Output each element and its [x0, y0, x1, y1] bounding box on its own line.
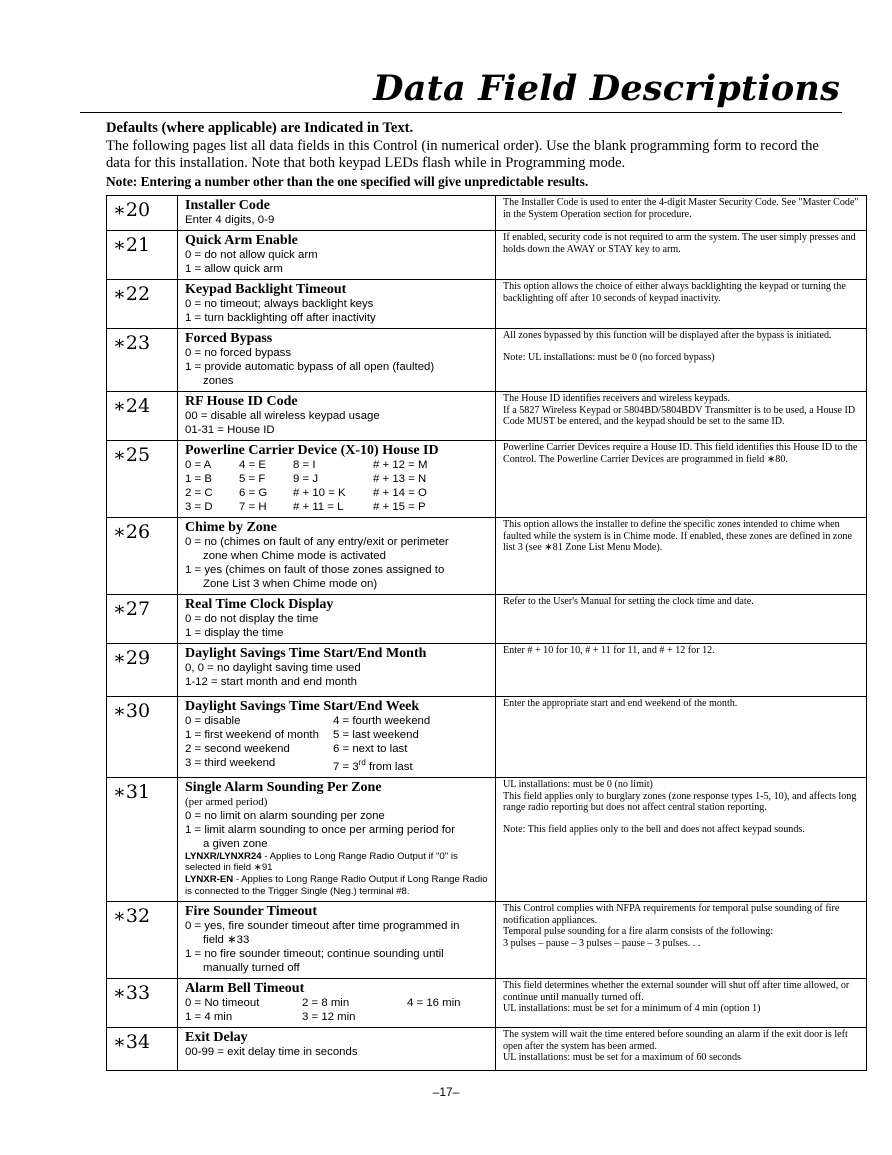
grid-option: 6 = next to last	[333, 743, 408, 755]
field-options	[178, 329, 496, 392]
field-desc-note: Note: This field applies only to the bell and does not affect keypad sounds.	[503, 823, 805, 835]
field-number: ∗27	[107, 595, 178, 644]
field-number: ∗30	[107, 697, 178, 778]
field-desc-text: UL installations: must be 0 (no limit)	[503, 778, 653, 790]
field-number: ∗32	[107, 901, 178, 978]
field-option: 0, 0 = no daylight saving time used	[185, 662, 361, 674]
grid-option: 1 = first weekend of month	[185, 729, 319, 741]
field-description	[496, 329, 867, 392]
week-grid	[185, 714, 491, 774]
field-option: field ∗33	[203, 933, 250, 946]
field-options	[178, 697, 496, 778]
field-row-23	[107, 329, 867, 392]
field-number: ∗22	[107, 280, 178, 329]
field-options	[178, 595, 496, 644]
field-description	[496, 441, 867, 518]
field-option: 0 = no limit on alarm sounding per zone	[185, 809, 385, 822]
field-number: ∗20	[107, 196, 178, 231]
field-desc-text: Refer to the User's Manual for setting the clock time and date.	[503, 596, 754, 607]
page-title: Data Field Descriptions	[373, 68, 840, 109]
field-row-24	[107, 392, 867, 441]
field-description	[496, 777, 867, 901]
field-option: 0 = no (chimes on fault of any entry/exit or perimeter	[185, 536, 449, 548]
grid-option: 4 = fourth weekend	[333, 715, 431, 727]
field-desc-text: This field applies only to burglary zones (zone response types 1-5, 10), and affects long range radio reporting but does not affect central station reporting.	[503, 790, 857, 814]
field-option: 1-12 = start month and end month	[185, 676, 357, 688]
field-options	[178, 392, 496, 441]
field-options	[178, 777, 496, 901]
field-number: ∗26	[107, 518, 178, 595]
grid-option: 2 = C	[185, 487, 213, 499]
field-description	[496, 1027, 867, 1070]
field-desc-text: Enter the appropriate start and end weekend of the month.	[503, 698, 738, 709]
grid-option: # + 10 = K	[293, 487, 346, 499]
field-option: 1 = provide automatic bypass of all open (faulted)	[185, 361, 435, 373]
model-note-text: - Applies to Long Range Radio Output if "0" is selected in field ∗91	[185, 850, 458, 874]
field-option: 0 = do not display the time	[185, 613, 319, 625]
field-title: Daylight Savings Time Start/End Week	[185, 699, 420, 714]
field-description	[496, 697, 867, 778]
field-description	[496, 231, 867, 280]
field-title: Real Time Clock Display	[185, 597, 334, 612]
field-title: Powerline Carrier Device (X-10) House ID	[185, 443, 439, 458]
field-option: 0 = no timeout; always backlight keys	[185, 298, 374, 310]
grid-option: 1 = B	[185, 473, 212, 485]
field-title: Quick Arm Enable	[185, 233, 298, 248]
field-option: zone when Chime mode is activated	[203, 550, 386, 562]
field-desc-text: Temporal pulse sounding for a fire alarm consists of the following:	[503, 926, 774, 938]
field-options	[178, 901, 496, 978]
timeout-grid	[185, 996, 491, 1024]
field-options	[178, 280, 496, 329]
field-number: ∗25	[107, 441, 178, 518]
grid-option: 3 = third weekend	[185, 757, 276, 769]
field-row-22	[107, 280, 867, 329]
field-title: Installer Code	[185, 198, 270, 213]
grid-option: 0 = A	[185, 459, 212, 471]
field-number: ∗33	[107, 978, 178, 1027]
field-option: 00 = disable all wireless keypad usage	[185, 410, 380, 422]
grid-option: 7 = H	[239, 501, 267, 513]
field-option: 1 = display the time	[185, 627, 284, 639]
grid-option: 0 = No timeout	[185, 996, 260, 1009]
field-options	[178, 644, 496, 697]
field-option: zones	[203, 375, 234, 387]
field-desc-text: Powerline Carrier Devices require a House ID. This field identifies this House ID to the Control. The Powerline Carrier Devices are programmed in field ∗80.	[503, 442, 858, 465]
model-name: LYNXR/LYNXR24	[185, 850, 262, 862]
grid-option: 4 = E	[239, 459, 266, 471]
field-options	[178, 196, 496, 231]
title-rule	[80, 112, 842, 113]
field-title: Chime by Zone	[185, 520, 277, 535]
field-number: ∗31	[107, 777, 178, 901]
field-row-31	[107, 777, 867, 901]
grid-option: # + 15 = P	[373, 501, 426, 513]
field-desc-text: All zones bypassed by this function will be displayed after the bypass is initiated.	[503, 330, 832, 341]
field-description	[496, 518, 867, 595]
field-title: Daylight Savings Time Start/End Month	[185, 646, 427, 661]
field-row-29	[107, 644, 867, 697]
field-title: Keypad Backlight Timeout	[185, 282, 347, 297]
model-note-lynxr	[185, 851, 491, 874]
field-option: 00-99 = exit delay time in seconds	[185, 1045, 358, 1058]
grid-option: 5 = last weekend	[333, 729, 419, 741]
field-description	[496, 595, 867, 644]
grid-option: # + 11 = L	[293, 501, 344, 513]
model-name: LYNXR-EN	[185, 873, 234, 885]
field-row-27	[107, 595, 867, 644]
field-desc-text: If enabled, security code is not required to arm the system. The user simply presses and holds down the AWAY or STAY key to arm.	[503, 232, 856, 255]
field-desc-text: If a 5827 Wireless Keypad or 5804BD/5804BDV Transmitter is to be used, a House ID Code MUST be entered, and the keypad should be set to the same ID.	[503, 404, 856, 428]
intro-paragraph: The following pages list all data fields in this Control (in numerical order). Use the blank programming form to record the data for this installation. Note that both keypad LEDs flash while in Programming mode.	[106, 137, 819, 171]
field-row-20	[107, 196, 867, 231]
field-description	[496, 280, 867, 329]
grid-option: # + 13 = N	[373, 473, 427, 485]
grid-option: 3 = 12 min	[302, 1010, 356, 1023]
grid-option	[407, 1010, 487, 1024]
field-desc-text: The Installer Code is used to enter the 4-digit Master Security Code. See "Master Code" in the System Operation section for procedure.	[503, 197, 859, 220]
grid-option: # + 14 = O	[373, 487, 427, 499]
field-title: Alarm Bell Timeout	[185, 980, 305, 996]
field-option: Zone List 3 when Chime mode on)	[203, 578, 378, 590]
grid-option: 9 = J	[293, 473, 319, 485]
field-row-33	[107, 978, 867, 1027]
intro-defaults: Defaults (where applicable) are Indicated in Text.	[106, 120, 414, 136]
grid-option: 6 = G	[239, 487, 268, 499]
grid-option: 1 = 4 min	[185, 1010, 233, 1023]
field-option: 1 = limit alarm sounding to once per arming period for	[185, 823, 456, 836]
field-desc-text: This Control complies with NFPA requirements for temporal pulse sounding of fire notification appliances.	[503, 902, 840, 926]
model-note-lynxr-en	[185, 874, 491, 897]
grid-option: 2 = 8 min	[302, 996, 350, 1009]
field-options	[178, 518, 496, 595]
model-note-text: - Applies to Long Range Radio Output if Long Range Radio is connected to the Trigger Single (Neg.) terminal #8.	[185, 873, 488, 897]
field-row-32	[107, 901, 867, 978]
field-option: a given zone	[203, 837, 268, 850]
field-row-26	[107, 518, 867, 595]
field-number: ∗29	[107, 644, 178, 697]
grid-option: 7 = 3rd from last	[333, 758, 413, 773]
field-row-34	[107, 1027, 867, 1070]
field-number: ∗23	[107, 329, 178, 392]
field-title: Exit Delay	[185, 1029, 248, 1045]
field-option: 1 = yes (chimes on fault of those zones assigned to	[185, 564, 445, 576]
field-number: ∗24	[107, 392, 178, 441]
house-id-grid	[185, 458, 491, 514]
field-option: 1 = allow quick arm	[185, 263, 283, 275]
grid-option: 4 = 16 min	[407, 996, 461, 1009]
intro-note: Note: Entering a number other than the one specified will give unpredictable results.	[106, 173, 589, 189]
grid-option: 2 = second weekend	[185, 743, 290, 755]
field-desc-text: UL installations: must be set for a minimum of 4 min (option 1)	[503, 1003, 761, 1015]
field-option: 0 = no forced bypass	[185, 347, 292, 359]
field-desc-text: This option allows the installer to define the specific zones intended to chime when faulted while the system is in Chime mode. If enabled, these zones are defined in zone list 3 (see ∗81 Zone List Menu Mode).	[503, 519, 852, 554]
field-options	[178, 1027, 496, 1070]
field-option: 0 = yes, fire sounder timeout after time programmed in	[185, 919, 460, 932]
grid-option: 0 = disable	[185, 715, 241, 727]
field-row-30	[107, 697, 867, 778]
field-desc-text: This field determines whether the external sounder will shut off after time allowed, or continue until manually turned off.	[503, 979, 850, 1003]
field-option: 0 = do not allow quick arm	[185, 249, 318, 261]
field-desc-text: UL installations: must be set for a maximum of 60 seconds	[503, 1052, 741, 1064]
field-desc-text: The House ID identifies receivers and wireless keypads.	[503, 393, 731, 404]
page-number: –17–	[432, 1085, 460, 1099]
field-description	[496, 196, 867, 231]
field-option: Enter 4 digits, 0-9	[185, 214, 275, 226]
grid-option: 3 = D	[185, 501, 213, 513]
field-desc-text: This option allows the choice of either always backlighting the keypad or turning the backlighting off after 10 seconds of keypad inactivity.	[503, 281, 846, 304]
field-number: ∗21	[107, 231, 178, 280]
field-description	[496, 901, 867, 978]
field-option: manually turned off	[203, 961, 300, 974]
field-desc-text: The system will wait the time entered before sounding an alarm if the exit door is left open after the system has been armed.	[503, 1028, 848, 1052]
field-title: RF House ID Code	[185, 394, 298, 409]
data-field-table	[106, 195, 867, 1071]
grid-option: # + 12 = M	[373, 459, 428, 471]
field-description	[496, 978, 867, 1027]
field-options	[178, 978, 496, 1027]
field-title: Forced Bypass	[185, 331, 273, 346]
field-option: 1 = turn backlighting off after inactivity	[185, 312, 376, 324]
field-row-25	[107, 441, 867, 518]
field-option: 1 = no fire sounder timeout; continue sounding until	[185, 947, 444, 960]
intro	[106, 120, 846, 190]
field-option: 01-31 = House ID	[185, 424, 275, 436]
field-title: Fire Sounder Timeout	[185, 903, 317, 919]
field-options	[178, 441, 496, 518]
field-title: Single Alarm Sounding Per Zone	[185, 779, 382, 795]
grid-option: 8 = I	[293, 459, 316, 471]
field-description	[496, 644, 867, 697]
field-options	[178, 231, 496, 280]
field-desc-text: Enter # + 10 for 10, # + 11 for 11, and # + 12 for 12.	[503, 645, 715, 656]
field-subtitle: (per armed period)	[185, 795, 268, 808]
field-desc-note: Note: UL installations: must be 0 (no forced bypass)	[503, 351, 715, 363]
field-number: ∗34	[107, 1027, 178, 1070]
grid-option: 5 = F	[239, 473, 266, 485]
field-description	[496, 392, 867, 441]
field-row-21	[107, 231, 867, 280]
field-desc-text: 3 pulses – pause – 3 pulses – pause – 3 pulses. . .	[503, 937, 701, 949]
